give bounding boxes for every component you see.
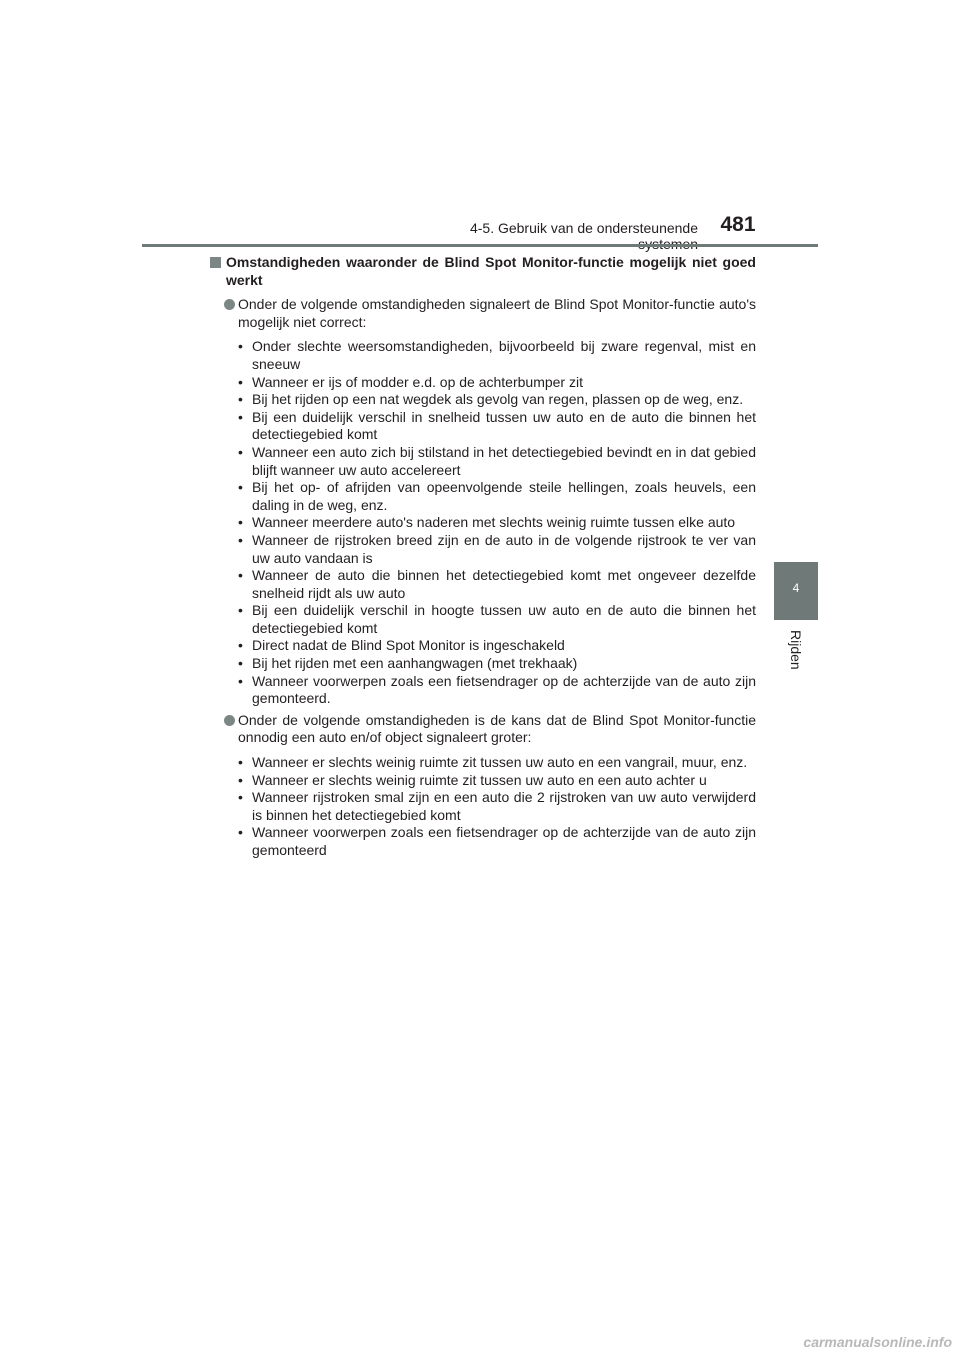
dot-bullet-icon: • (238, 567, 243, 584)
page-number: 481 (720, 213, 756, 236)
list-item: • Wanneer de rijstroken breed zijn en de auto in de volgende rijstrook te ver van uw auto vandaan is (238, 531, 756, 566)
circle-bullet-icon (224, 299, 235, 310)
circle-bullet-icon (224, 715, 235, 726)
dot-bullet-icon: • (238, 771, 243, 788)
point-intro (210, 296, 756, 331)
section-heading-text: Omstandigheden waaronder de Blind Spot Monitor-functie mogelijk niet goed werkt (226, 254, 756, 288)
point-intro (210, 712, 756, 747)
list-item: • Wanneer meerdere auto's naderen met slechts weinig ruimte tussen elke auto (238, 514, 736, 531)
watermark-logo: carmanualsonline.info (803, 1334, 952, 1350)
point-intro-text: Onder de volgende omstandigheden signaleert de Blind Spot Monitor-functie auto's mogelijk niet correct: (238, 296, 756, 330)
main-content (210, 254, 756, 864)
list-item: • Bij het rijden op een nat wegdek als gevolg van regen, plassen op de weg, enz. (238, 391, 744, 408)
list-item: • Wanneer voorwerpen zoals een fietsendrager op de achterzijde van de auto zijn gemonteerd (238, 824, 756, 858)
list-item: • Wanneer er slechts weinig ruimte zit tussen uw auto en een vangrail, muur, enz. (238, 754, 748, 771)
dot-bullet-icon: • (238, 443, 243, 460)
dot-bullet-icon: • (238, 479, 243, 496)
dot-bullet-icon: • (238, 391, 243, 408)
chapter-label: Rijden (788, 630, 804, 670)
dot-bullet-icon: • (238, 602, 243, 619)
dot-bullet-icon: • (238, 514, 243, 531)
list-item: • Direct nadat de Blind Spot Monitor is ingeschakeld (238, 637, 565, 654)
dot-bullet-icon: • (238, 655, 243, 672)
chapter-number: 4 (792, 581, 800, 595)
dot-bullet-icon: • (238, 338, 243, 355)
condition-list (210, 754, 756, 860)
dot-bullet-icon: • (238, 373, 243, 390)
list-item: • Bij een duidelijk verschil in snelheid tussen uw auto en de auto die binnen het detectiegebied komt (238, 408, 756, 443)
dot-bullet-icon: • (238, 408, 243, 425)
section-heading (210, 254, 756, 289)
list-item: • Bij het rijden met een aanhangwagen (met trekhaak) (238, 655, 578, 672)
list-item: • Wanneer rijstroken smal zijn en een auto die 2 rijstroken van uw auto verwijderd is binnen het detectiegebied komt (238, 789, 756, 823)
list-item: • Bij een duidelijk verschil in hoogte tussen uw auto en de auto die binnen het detectiegebied komt (238, 602, 756, 636)
list-item: • Wanneer voorwerpen zoals een fietsendrager op de achterzijde van de auto zijn gemonteerd. (238, 672, 756, 707)
dot-bullet-icon: • (238, 754, 243, 771)
dot-bullet-icon: • (238, 789, 243, 806)
list-item: • Bij het op- of afrijden van opeenvolgende steile hellingen, zoals heuvels, een daling in de weg, enz. (238, 479, 756, 513)
list-item: • Wanneer een auto zich bij stilstand in het detectiegebied bevindt en in dat gebied blijft wanneer uw auto accelereert (238, 443, 756, 478)
dot-bullet-icon: • (238, 672, 243, 689)
header-divider (142, 244, 818, 247)
list-item: • Wanneer de auto die binnen het detectiegebied komt met ongeveer dezelfde snelheid rijdt als uw auto (238, 567, 756, 601)
dot-bullet-icon: • (238, 637, 243, 654)
chapter-tab[interactable] (774, 562, 818, 620)
point-intro-text: Onder de volgende omstandigheden is de kans dat de Blind Spot Monitor-functie onnodig een auto en/of object signaleert groter: (238, 711, 756, 746)
list-item: • Wanneer er slechts weinig ruimte zit tussen uw auto en een auto achter u (238, 771, 707, 788)
list-item: • Onder slechte weersomstandigheden, bijvoorbeeld bij zware regenval, mist en sneeuw (238, 338, 756, 372)
dot-bullet-icon: • (238, 531, 243, 548)
square-bullet-icon (210, 257, 221, 268)
dot-bullet-icon: • (238, 824, 243, 841)
condition-list (210, 338, 756, 707)
running-header: 4-5. Gebruik van de ondersteunende (469, 220, 698, 236)
list-item: • Wanneer er ijs of modder e.d. op de achterbumper zit (238, 373, 583, 390)
